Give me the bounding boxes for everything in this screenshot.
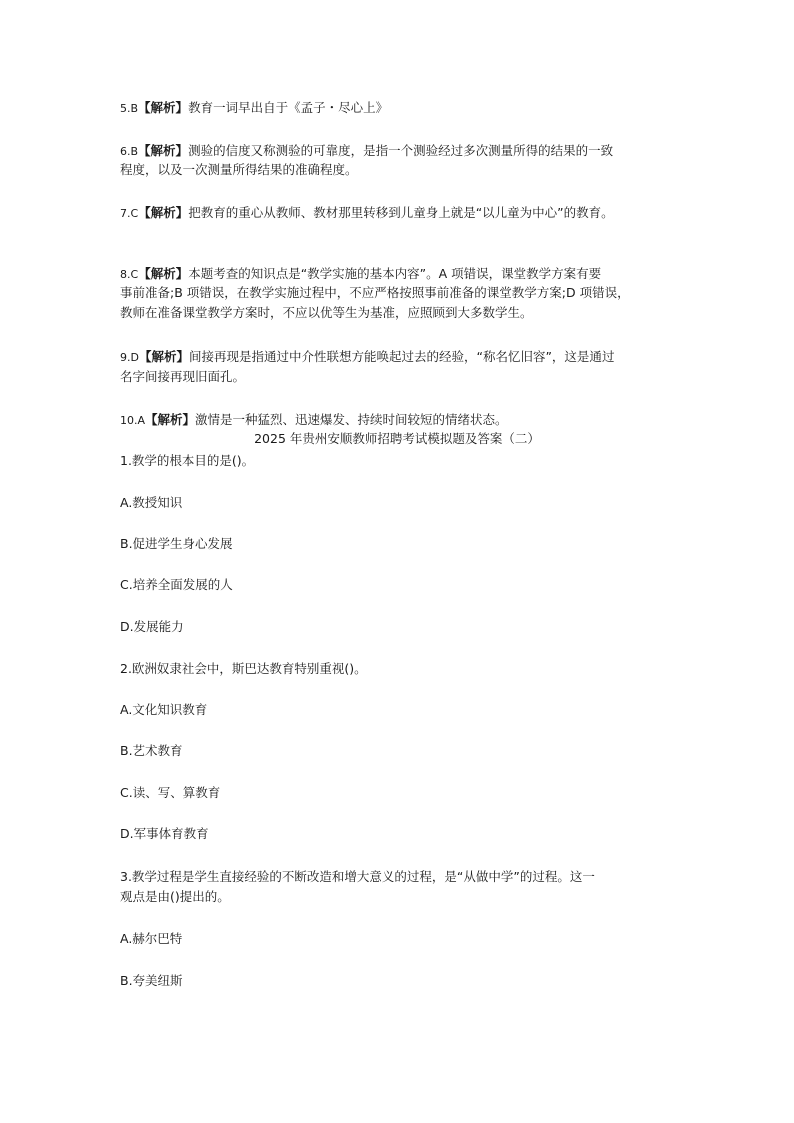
analysis-8-line-2	[120, 285, 630, 301]
analysis-text: 教育一词早出自于《孟子・尽心上》	[188, 100, 389, 115]
question-3-option-b: B.夸美纽斯	[120, 973, 183, 988]
analysis-text: 事前准备;B 项错误，在教学实施过程中，不应严格按照事前准备的课堂教学方案;D 项错误，	[120, 285, 630, 300]
question-3-option-a: A.赫尔巴特	[120, 931, 183, 946]
question-1-option-b: B.促进学生身心发展	[120, 536, 233, 551]
analysis-tag: 【解析】	[138, 266, 189, 281]
question-1-option-a: A.教授知识	[120, 495, 183, 510]
section-title: 2025 年贵州安顺教师招聘考试模拟题及答案（二）	[254, 431, 540, 446]
analysis-5-line-1	[120, 100, 388, 117]
analysis-6-line-1	[120, 143, 613, 160]
analysis-tag: 【解析】	[138, 349, 189, 364]
question-2-option-d: D.军事体育教育	[120, 826, 209, 841]
question-3-stem-line-2: 观点是由()提出的。	[120, 889, 230, 904]
analysis-tag: 【解析】	[138, 100, 189, 115]
question-1-stem: 1.教学的根本目的是()。	[120, 453, 255, 468]
question-3-stem-line-1: 3.教学过程是学生直接经验的不断改造和增大意义的过程，是“从做中学”的过程。这一	[120, 869, 595, 884]
analysis-text: 激情是一种猛烈、迅速爆发、持续时间较短的情绪状态。	[195, 412, 508, 427]
analysis-8-line-1	[120, 266, 601, 283]
question-2-option-b: B.艺术教育	[120, 743, 183, 758]
analysis-tag: 【解析】	[145, 412, 196, 427]
question-2-option-c: C.读、写、算教育	[120, 785, 221, 800]
analysis-8-line-3	[120, 305, 533, 321]
question-2-stem: 2.欧洲奴隶社会中，斯巴达教育特别重视()。	[120, 661, 367, 676]
analysis-7-line-1	[120, 205, 614, 222]
analysis-number: 7.C	[120, 207, 139, 220]
question-1-option-d: D.发展能力	[120, 619, 184, 634]
question-2-option-a: A.文化知识教育	[120, 702, 208, 717]
analysis-text: 间接再现是指通过中介性联想方能唤起过去的经验，“称名忆旧容”，这是通过	[188, 349, 615, 364]
analysis-number: 8.C	[120, 268, 139, 281]
analysis-text: 名字间接再现旧面孔。	[120, 369, 246, 384]
analysis-text: 把教育的重心从教师、教材那里转移到儿童身上就是“以儿童为中心”的教育。	[188, 205, 614, 220]
analysis-number: 10.A	[120, 414, 146, 427]
analysis-text: 测验的信度又称测验的可靠度，是指一个测验经过多次测量所得的结果的一致	[188, 143, 614, 158]
analysis-text: 程度，以及一次测量所得结果的准确程度。	[120, 162, 358, 177]
analysis-tag: 【解析】	[138, 143, 189, 158]
question-1-option-c: C.培养全面发展的人	[120, 577, 233, 592]
analysis-text: 教师在准备课堂教学方案时，不应以优等生为基准，应照顾到大多数学生。	[120, 305, 533, 320]
analysis-10-line-1	[120, 412, 508, 429]
analysis-number: 9.D	[120, 351, 139, 364]
analysis-number: 5.B	[120, 102, 139, 115]
analysis-9-line-2	[120, 369, 245, 385]
analysis-9-line-1	[120, 349, 614, 366]
analysis-tag: 【解析】	[138, 205, 189, 220]
analysis-number: 6.B	[120, 145, 139, 158]
analysis-text: 本题考查的知识点是“教学实施的基本内容”。A 项错误，课堂教学方案有要	[188, 266, 602, 281]
analysis-6-line-2	[120, 162, 358, 178]
